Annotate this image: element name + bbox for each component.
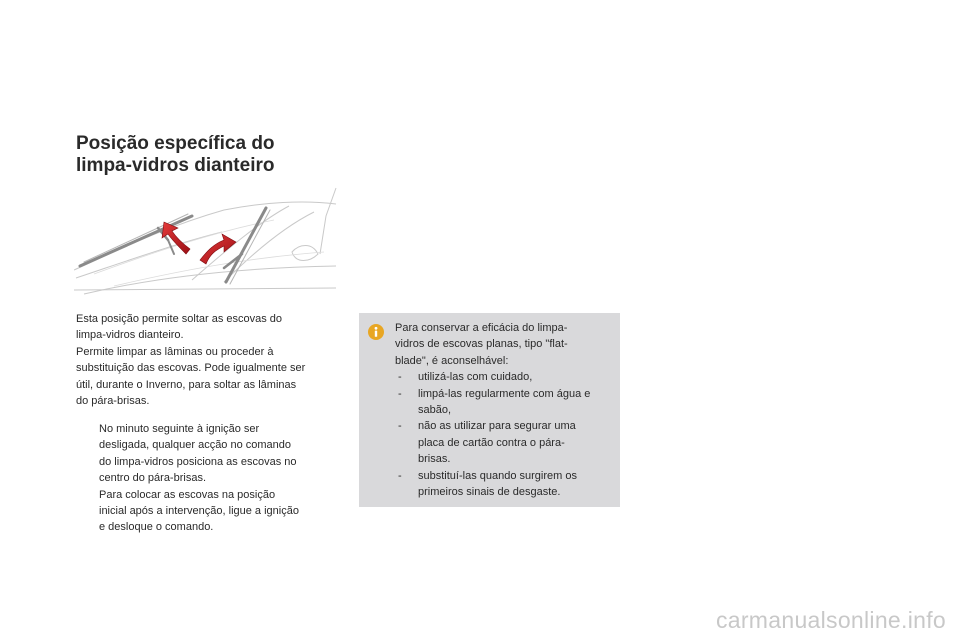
dash-bullet: - [398, 371, 402, 384]
step-item [76, 421, 338, 487]
info-list-item [395, 418, 612, 467]
intro-line: substituição das escovas. Pode igualmente ser [76, 362, 306, 375]
wiper-illustration [74, 182, 338, 302]
dash-bullet: - [398, 420, 402, 433]
dash-bullet: - [398, 469, 402, 482]
intro-paragraph [76, 311, 341, 409]
info-icon [368, 324, 384, 340]
info-list-item [395, 468, 612, 501]
step-line: do limpa-vidros posiciona as escovas no [99, 455, 297, 468]
info-list-item [395, 369, 612, 385]
info-item-line: sabão, [418, 404, 452, 417]
intro-line: útil, durante o Inverno, para soltar as lâminas [76, 378, 297, 391]
step-item [76, 487, 338, 536]
info-item-line: limpá-las regularmente com água e [418, 387, 591, 400]
info-intro-line: blade", é aconselhável: [395, 354, 509, 367]
intro-line: Esta posição permite soltar as escovas do [76, 313, 283, 325]
step-line: centro do pára-brisas. [99, 472, 206, 485]
info-intro [395, 320, 612, 369]
step-line: inicial após a intervenção, ligue a ignição [99, 505, 299, 518]
info-item-line: primeiros sinais de desgaste. [418, 486, 561, 499]
info-item-line: placa de cartão contra o pára- [418, 436, 565, 449]
info-intro-line: vidros de escovas planas, tipo "flat- [395, 338, 568, 351]
info-box [359, 313, 620, 507]
step-line: e desloque o comando. [99, 521, 214, 534]
info-item-line: brisas. [418, 453, 451, 466]
step-line: No minuto seguinte à ignição ser [99, 423, 260, 435]
page-title [76, 133, 275, 177]
intro-line: Permite limpar as lâminas ou proceder à [76, 345, 274, 358]
step-line: Para colocar as escovas na posição [99, 488, 276, 501]
info-list [395, 369, 612, 500]
title-line-2: limpa-vidros dianteiro [76, 155, 275, 176]
dash-bullet: - [398, 387, 402, 400]
intro-line: do pára-brisas. [76, 395, 150, 408]
watermark: carmanualsonline.info [715, 607, 946, 633]
step-line: desligada, qualquer acção no comando [99, 439, 292, 452]
info-item-line: utilizá-las com cuidado, [418, 371, 533, 384]
steps-list [76, 421, 338, 536]
info-list-item [395, 386, 612, 419]
info-item-line: substituí-las quando surgirem os [418, 469, 577, 482]
intro-line: limpa-vidros dianteiro. [76, 329, 184, 342]
info-intro-line: Para conservar a eficácia do limpa- [395, 322, 568, 334]
info-item-line: não as utilizar para segurar uma [418, 420, 576, 433]
title-line-1: Posição específica do [76, 133, 275, 154]
